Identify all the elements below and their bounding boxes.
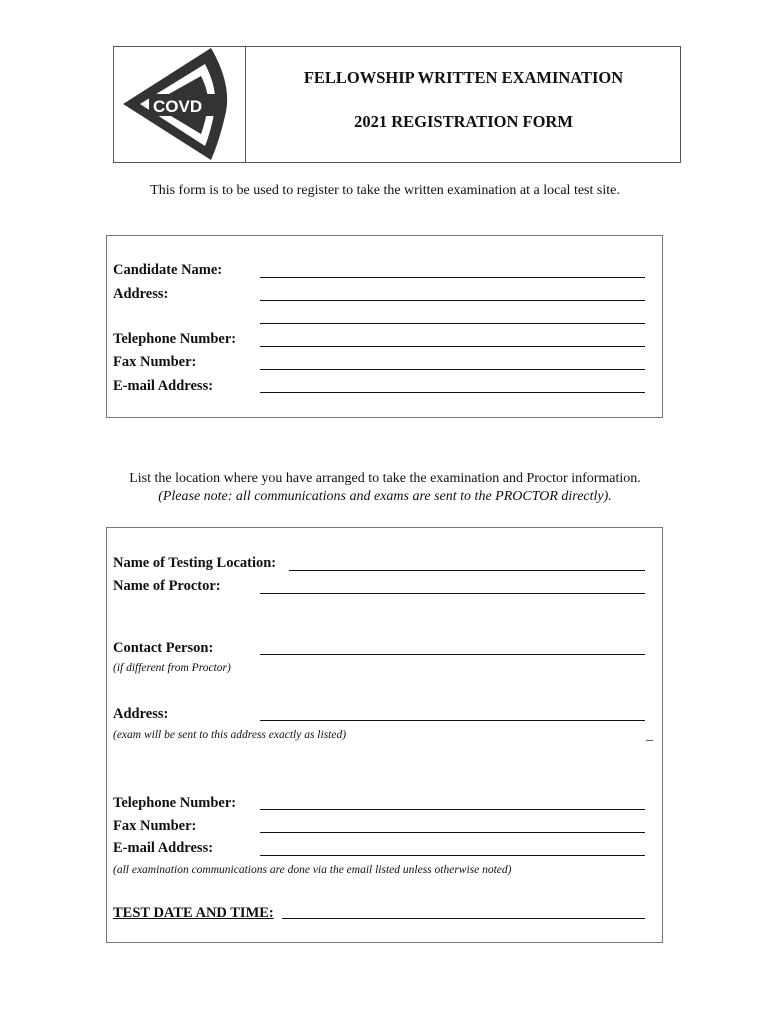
candidate-address-field-1[interactable] [260, 300, 645, 301]
candidate-email-label: E-mail Address: [113, 378, 214, 394]
proctor-name-label: Name of Proctor: [113, 578, 221, 594]
proctor-email-note: (all examination communications are done via the email listed unless otherwise noted) [113, 864, 512, 876]
proctor-address-label: Address: [113, 706, 169, 722]
proctor-email-field[interactable] [260, 855, 645, 856]
testing-location-field[interactable] [289, 570, 645, 571]
candidate-telephone-label: Telephone Number: [113, 331, 237, 347]
location-instructions [110, 470, 660, 506]
location-instructions-text: List the location where you have arranged to take the examination and Proctor information. [129, 471, 641, 486]
proctor-fax-field[interactable] [260, 832, 645, 833]
contact-person-note: (if different from Proctor) [113, 662, 231, 674]
test-date-label: TEST DATE AND TIME: [113, 905, 274, 921]
contact-person-field[interactable] [260, 654, 645, 655]
candidate-address-field-2[interactable] [260, 323, 645, 324]
proctor-fax-label: Fax Number: [113, 818, 197, 834]
logo-text: COVD [153, 97, 203, 116]
location-instructions-note: (Please note: all communications and exams are sent to the PROCTOR directly). [158, 489, 612, 504]
contact-person-label: Contact Person: [113, 640, 214, 656]
candidate-fax-label: Fax Number: [113, 354, 197, 370]
test-date-field[interactable] [282, 918, 645, 919]
testing-location-label: Name of Testing Location: [113, 555, 277, 571]
form-title-line2: 2021 REGISTRATION FORM [354, 112, 573, 131]
candidate-fax-field[interactable] [260, 369, 645, 370]
proctor-name-field[interactable] [260, 593, 645, 594]
form-title-line1: FELLOWSHIP WRITTEN EXAMINATION [303, 68, 624, 87]
proctor-address-tail: _ [646, 728, 653, 743]
candidate-email-field[interactable] [260, 392, 645, 393]
proctor-telephone-label: Telephone Number: [113, 795, 237, 811]
covd-logo [113, 46, 245, 162]
proctor-address-field[interactable] [260, 720, 645, 721]
proctor-email-label: E-mail Address: [113, 840, 214, 856]
candidate-address-label: Address: [113, 286, 169, 302]
intro-text: This form is to be used to register to take the written examination at a local test site. [150, 183, 620, 198]
candidate-name-label: Candidate Name: [113, 262, 223, 278]
proctor-address-note: (exam will be sent to this address exactly as listed) [113, 729, 347, 741]
candidate-name-field[interactable] [260, 277, 645, 278]
candidate-telephone-field[interactable] [260, 346, 645, 347]
proctor-telephone-field[interactable] [260, 809, 645, 810]
logo-cell [113, 46, 246, 163]
